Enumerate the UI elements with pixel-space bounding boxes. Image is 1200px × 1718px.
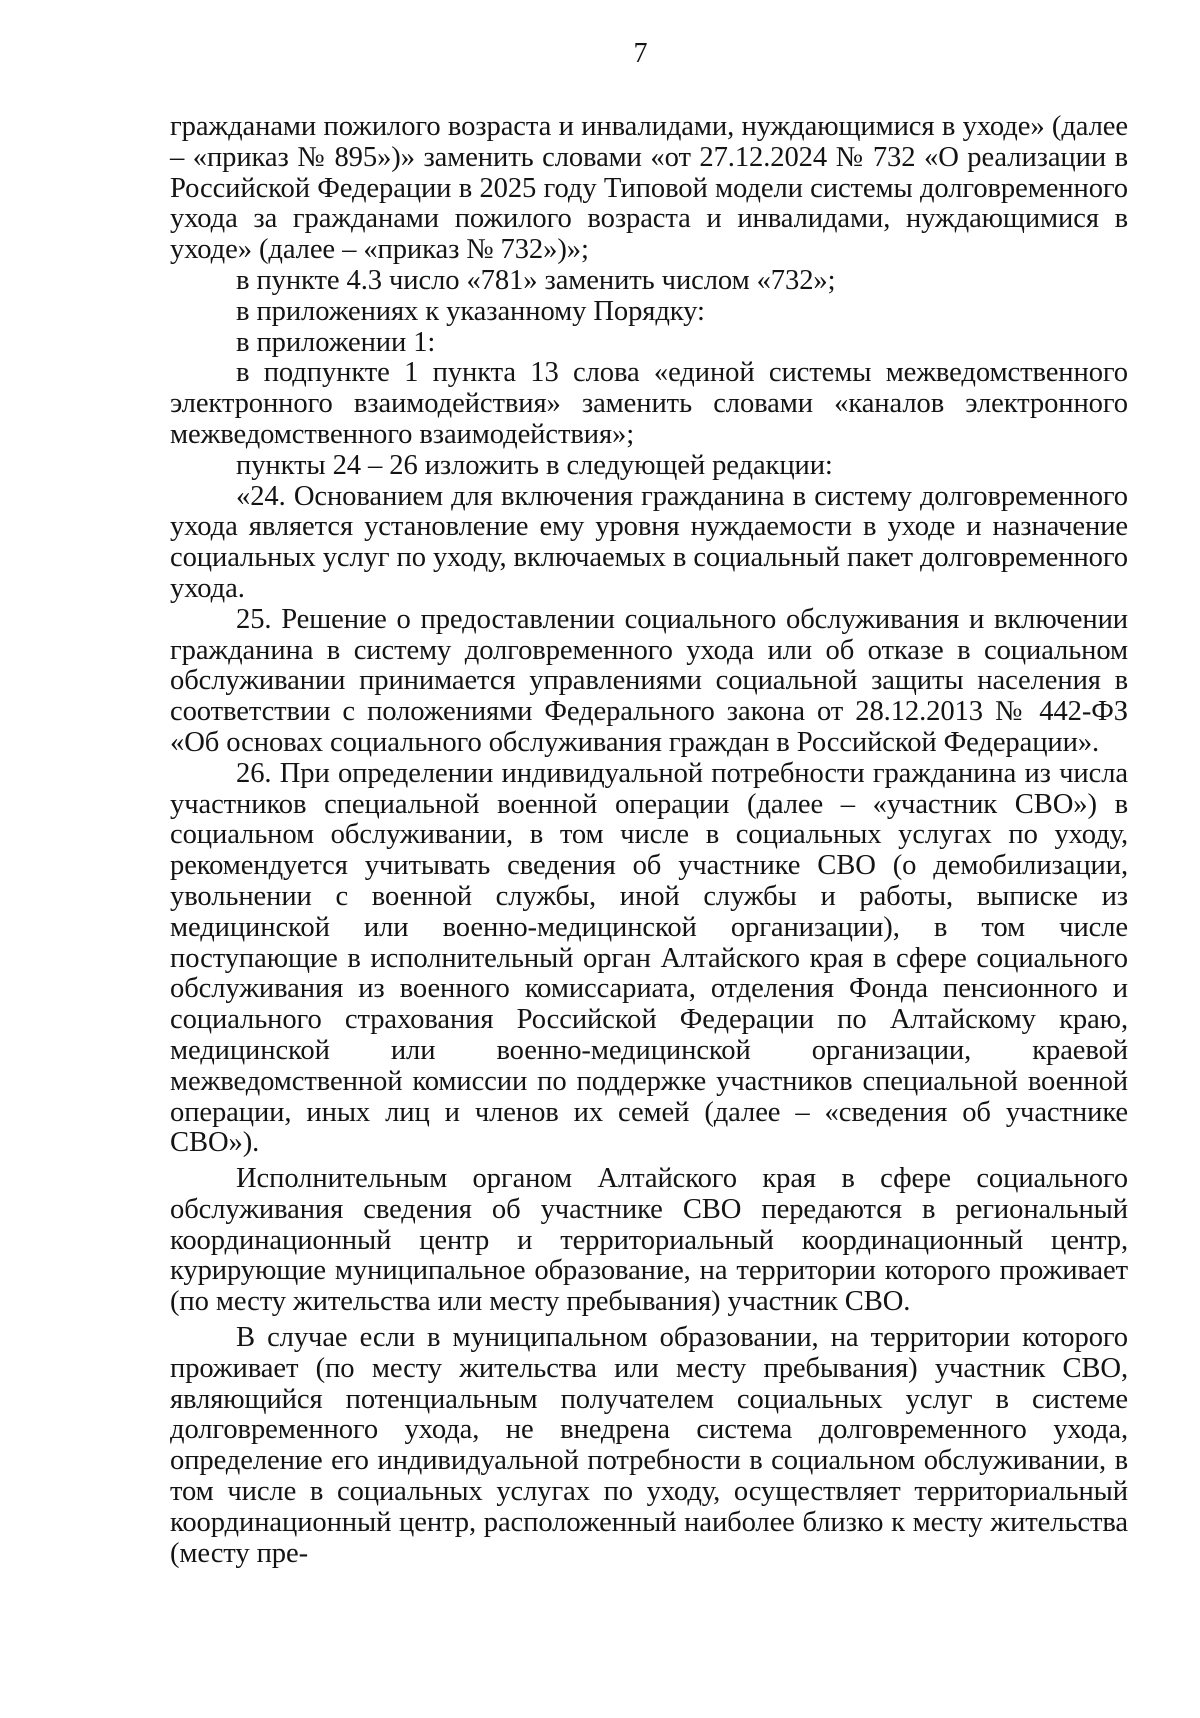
paragraph-item: В случае если в муниципальном образовании, на территории которого проживает (по месту жительства или месту пребывания) участник СВО, являющийся потенциальным получателем социальных услуг в системе долговременного ухода, не внедрена система долговременного ухода, определение его индивидуальной потребности в социальном обслуживании, в том числе в социальных услугах по уходу, осуществляет территориальный координационный центр, расположенный наиболее близко к месту жительства (месту пре-	[170, 1322, 1128, 1569]
paragraph-item-25: 25. Решение о предоставлении социального обслуживания и включении гражданина в систему долговременного ухода или об отказе в социальном обслуживании принимается управлениями социальной защиты населения в соответствии с положениями Федерального закона от 28.12.2013 № 442-ФЗ «Об основах социального обслуживания граждан в Российской Федерации».	[170, 603, 1128, 758]
paragraph-continuation: гражданами пожилого возраста и инвалидами, нуждающимися в уходе» (далее – «приказ № 895»)» заменить словами «от 27.12.2024 № 732 «О реализации в Российской Федерации в 2025 году Типовой модели системы долговременного ухода за гражданами пожилого возраста и инвалидами, нуждающимися в уходе» (далее – «приказ № 732»)»;	[170, 111, 1128, 266]
paragraph-item: в пункте 4.3 число «781» заменить числом «732»;	[236, 264, 836, 296]
paragraph-item: пункты 24 – 26 изложить в следующей редакции:	[236, 449, 833, 481]
paragraph-item: в подпункте 1 пункта 13 слова «единой системы межведомственного электронного взаимодействия» заменить словами «каналов электронного межведомственного взаимодействия»;	[170, 357, 1128, 450]
page-number: 7	[633, 38, 648, 69]
paragraph-item-26: 26. При определении индивидуальной потребности гражданина из числа участников специальной военной операции (далее – «участник СВО») в социальном обслуживании, в том числе в социальных услугах по уходу, рекомендуется учитывать сведения об участнике СВО (о демобилизации, увольнении с военной службы, иной службы и работы, выписке из медицинской или военно-медицинской организации), в том числе поступающие в исполнительный орган Алтайского края в сфере социального обслуживания из военного комиссариата, отделения Фонда пенсионного и социального страхования Российской Федерации по Алтайскому краю, медицинской или военно-медицинской организации, краевой межведомственной комиссии по поддержке участников специальной военной операции, иных лиц и членов их семей (далее – «сведения об участнике СВО»).	[170, 757, 1128, 1159]
paragraph-item: в приложении 1:	[236, 326, 436, 358]
paragraph-item: в приложениях к указанному Порядку:	[236, 295, 705, 327]
paragraph-item-24: «24. Основанием для включения гражданина в систему долговременного ухода является установление ему уровня нуждаемости в уходе и назначение социальных услуг по уходу, включаемых в социальный пакет долговременного ухода.	[170, 480, 1128, 604]
document-body	[170, 112, 1128, 1569]
paragraph-item: Исполнительным органом Алтайского края в сфере социального обслуживания сведения об участнике СВО передаются в региональный координационный центр и территориальный координационный центр, курирующие муниципальное образование, на территории которого проживает (по месту жительства или месту пребывания) участник СВО.	[170, 1163, 1128, 1318]
